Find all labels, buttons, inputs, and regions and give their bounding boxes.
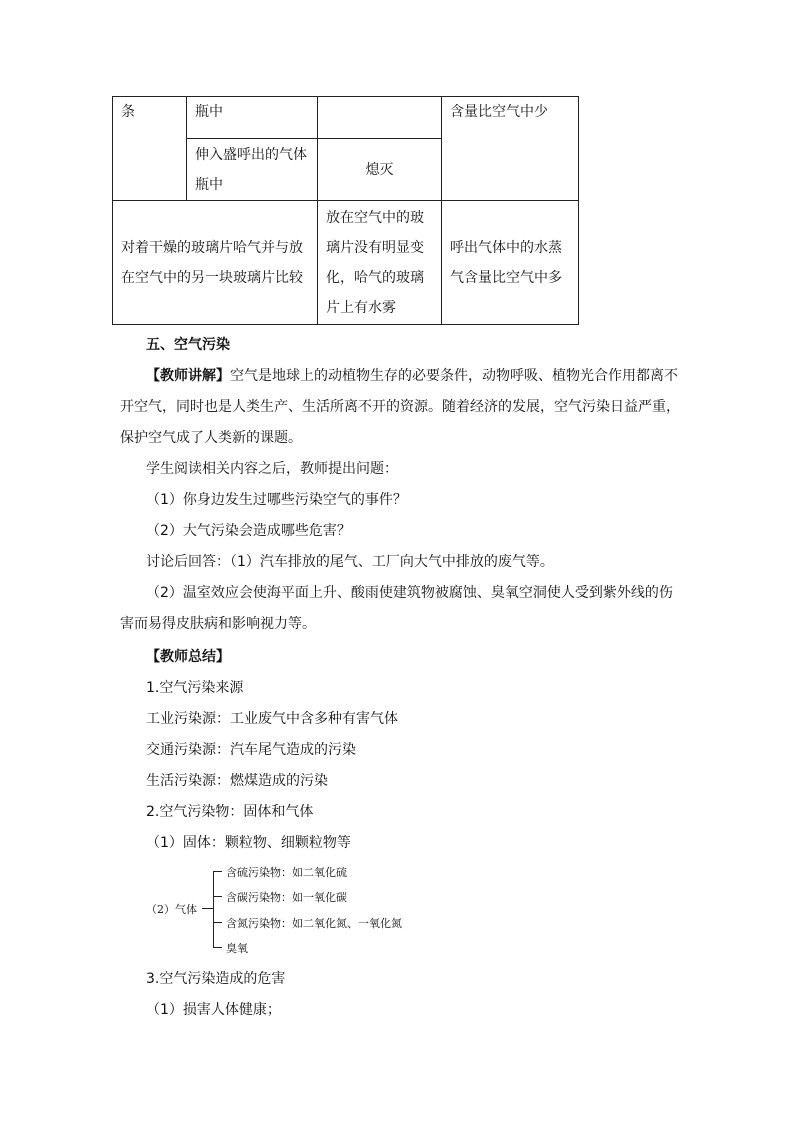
table-cell — [318, 97, 442, 139]
summary-item: （1）固体：颗粒物、细颗粒物等 — [146, 835, 351, 851]
table-cell: 条 — [113, 97, 187, 201]
table-cell: 熄灭 — [318, 139, 442, 201]
summary-item: 工业污染源：工业废气中含多种有害气体 — [146, 711, 398, 727]
diagram-connector — [213, 871, 222, 872]
diagram-bracket — [213, 871, 214, 948]
summary-item: （1）损害人体健康； — [146, 1002, 281, 1018]
table-cell: 对着干燥的玻璃片哈气并与放在空气中的另一块玻璃片比较 — [113, 201, 318, 325]
table-cell: 瓶中 — [187, 97, 318, 139]
summary-item: 生活污染源：燃煤造成的污染 — [146, 773, 328, 789]
diagram-connector — [202, 908, 213, 909]
answer-line: 害而易得皮肤病和影响视力等。 — [120, 616, 316, 632]
table-cell: 含量比空气中少 — [442, 97, 579, 201]
diagram-item: 含氮污染物：如二氧化氮、一氧化氮 — [226, 917, 402, 930]
summary-heading: 1.空气污染来源 — [146, 680, 244, 696]
paragraph-line: 保护空气成了人类新的课题。 — [120, 430, 302, 446]
section-heading: 五、空气污染 — [146, 337, 230, 353]
table-cell: 伸入盛呼出的气体瓶中 — [187, 139, 318, 201]
paragraph-line: 学生阅读相关内容之后，教师提出问题： — [146, 461, 398, 477]
paragraph-text: 空气是地球上的动植物生存的必要条件，动物呼吸、植物光合作用都离不 — [230, 368, 678, 384]
answer-line: 讨论后回答：（1）汽车排放的尾气、工厂向大气中排放的废气等。 — [146, 554, 554, 570]
question-item: （1）你身边发生过哪些污染空气的事件？ — [146, 492, 407, 508]
diagram-root-label: （2）气体 — [146, 903, 197, 916]
diagram-connector — [213, 947, 222, 948]
gas-pollutant-diagram — [146, 858, 446, 954]
paragraph-line — [146, 366, 678, 386]
diagram-item: 含碳污染物：如一氧化碳 — [226, 891, 347, 904]
summary-heading: 2.空气污染物：固体和气体 — [146, 804, 314, 820]
table-cell: 呼出气体中的水蒸气含量比空气中多 — [442, 201, 579, 325]
diagram-item: 含硫污染物：如二氧化硫 — [226, 866, 347, 879]
table-row — [113, 97, 579, 139]
diagram-connector — [213, 922, 222, 923]
summary-label: 【教师总结】 — [146, 649, 230, 665]
table-cell: 放在空气中的玻璃片没有明显变化，哈气的玻璃片上有水雾 — [318, 201, 442, 325]
question-item: （2）大气污染会造成哪些危害？ — [146, 523, 351, 539]
diagram-connector — [213, 896, 222, 897]
summary-heading: 3.空气污染造成的危害 — [146, 971, 286, 987]
table-row — [113, 201, 579, 325]
experiment-table — [112, 96, 579, 325]
summary-item: 交通污染源：汽车尾气造成的污染 — [146, 742, 356, 758]
teacher-explain-label: 【教师讲解】 — [146, 368, 230, 384]
paragraph-line: 开空气，同时也是人类生产、生活所离不开的资源。随着经济的发展，空气污染日益严重， — [120, 399, 680, 415]
diagram-item: 臭氧 — [226, 942, 248, 955]
answer-line: （2）温室效应会使海平面上升、酸雨使建筑物被腐蚀、臭氧空洞使人受到紫外线的伤 — [146, 585, 673, 601]
